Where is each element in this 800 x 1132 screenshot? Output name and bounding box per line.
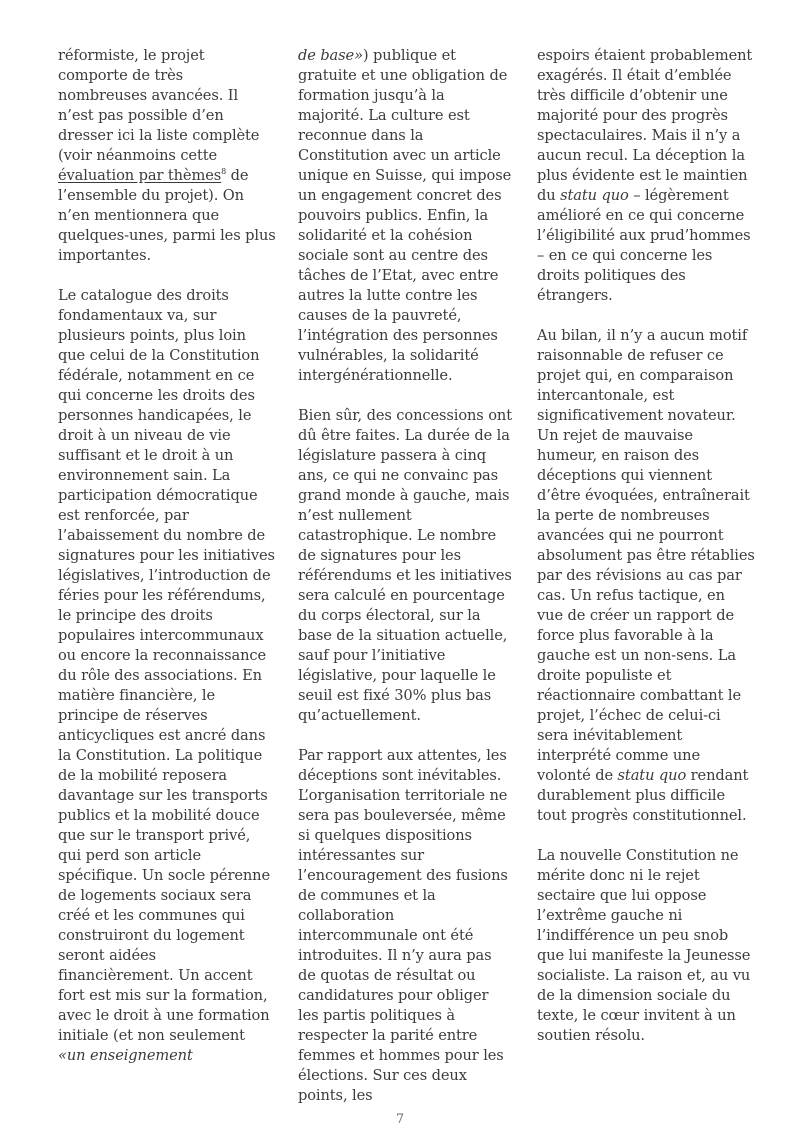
column-right — [537, 46, 755, 1066]
text-run: Au bilan, il n’y a aucun motif raisonnable de refuser ce projet qui, en comparaison intercantonale, est significativement novateur. Un rejet de mauvaise humeur, en raison des déceptions qui viennent d’être évoquées, entraînerait la perte de nombreuses avancées qui ne pourront absolument pas être rétablies par des révisions au cas par cas. Un refus tactique, en vue de créer un rapport de force plus favorable à la gauche est un non-sens. La droite populiste et réactionnaire combattant le projet, l’échec de celui-ci sera inévitablement interprété comme une volonté de — [537, 327, 755, 784]
text-run: – légèrement amélioré en ce qui concerne l’éligibilité aux prud’hommes – en ce qui concerne les droits politiques des étrangers. — [537, 187, 751, 304]
paragraph — [58, 286, 276, 1066]
text-run: Le catalogue des droits fondamentaux va, sur plusieurs points, plus loin que celui de la Constitution fédérale, notamment en ce qui concerne les droits des personnes handicapées, le droit à un niveau de vie suffisant et le droit à un environnement sain. La participation démocratique est renforcée, par l’abaissement du nombre de signatures pour les initiatives législatives, l’introduction de féries pour les référendums, le principe des droits populaires intercommunaux ou encore la reconnaissance du rôle des associations. En matière financière, le principe de réserves anticycliques est ancré dans la Constitution. La politique de la mobilité reposera davantage sur les transports publics et la mobilité douce que sur le transport privé, qui perd son article spécifique. Un socle pérenne de logements sociaux sera créé et les communes qui construiront du logement seront aidées financièrement. Un accent fort est mis sur la formation, avec le droit à une formation initiale (et non seulement — [58, 287, 275, 1044]
text-run: rendant durablement plus difficile tout progrès constitutionnel. — [537, 767, 749, 824]
italic-text: «un enseignement — [58, 1047, 193, 1064]
column-left — [58, 46, 276, 1086]
text-run: de l’ensemble du projet). On n’en mentionnera que quelques-unes, parmi les plus importantes. — [58, 167, 276, 264]
column-middle — [298, 46, 512, 1126]
footnote-marker[interactable]: 8 — [221, 167, 227, 177]
italic-text: de base» — [298, 47, 363, 64]
paragraph: Par rapport aux attentes, les déceptions sont inévitables. L’organisation territoriale ne sera pas bouleversée, même si quelques dispositions intéressantes sur l’encouragement des fusions de communes et la collaboration intercommunale ont été introduites. Il n’y aura pas de quotas de résultat ou candidatures pour obliger les partis politiques à respecter la parité entre femmes et hommes pour les élections. Sur ces deux points, les — [298, 747, 508, 1104]
paragraph — [58, 46, 276, 266]
text-run: ) publique et gratuite et une obligation de formation jusqu’à la majorité. La culture est reconnue dans la Constitution avec un article unique en Suisse, qui impose un engagement concret des pouvoirs publics. Enfin, la solidarité et la cohésion sociale sont au centre des tâches de l’Etat, avec entre autres la lutte contre les causes de la pauvreté, l’intégration des personnes vulnérables, la solidarité intergénérationnelle. — [298, 47, 512, 384]
text-run: réformiste, le projet comporte de très nombreuses avancées. Il n’est pas possible d’en dresser ici la liste complète (voir néanmoins cette — [58, 47, 260, 164]
paragraph — [537, 326, 755, 826]
text-run: espoirs étaient probablement exagérés. Il était d’emblée très difficile d’obtenir une majorité pour des progrès spectaculaires. Mais il n’y a aucun recul. La déception la plus évidente est le maintien du — [537, 47, 753, 204]
italic-text: statu quo — [617, 767, 687, 784]
italic-text: statu quo — [560, 187, 629, 204]
evaluation-link[interactable]: évaluation par thèmes — [58, 167, 222, 184]
page-number: 7 — [395, 1112, 405, 1127]
paragraph: Bien sûr, des concessions ont dû être faites. La durée de la législature passera à cinq ans, ce qui ne convainc pas grand monde à gauche, mais n’est nullement catastrophique. Le nombre de signatures pour les référendums et les initiatives sera calculé en pourcentage du corps électoral, sur la base de la situation actuelle, sauf pour l’initiative législative, pour laquelle le seuil est fixé 30% plus bas qu’actuellement. — [298, 407, 512, 724]
paragraph: La nouvelle Constitution ne mérite donc ni le rejet sectaire que lui oppose l’extrême gauche ni l’indifférence un peu snob que lui manifeste la Jeunesse socialiste. La raison et, au vu de la dimension sociale du texte, le cœur invitent à un soutien résolu. — [537, 847, 751, 1044]
paragraph — [537, 46, 755, 306]
paragraph — [298, 46, 512, 386]
